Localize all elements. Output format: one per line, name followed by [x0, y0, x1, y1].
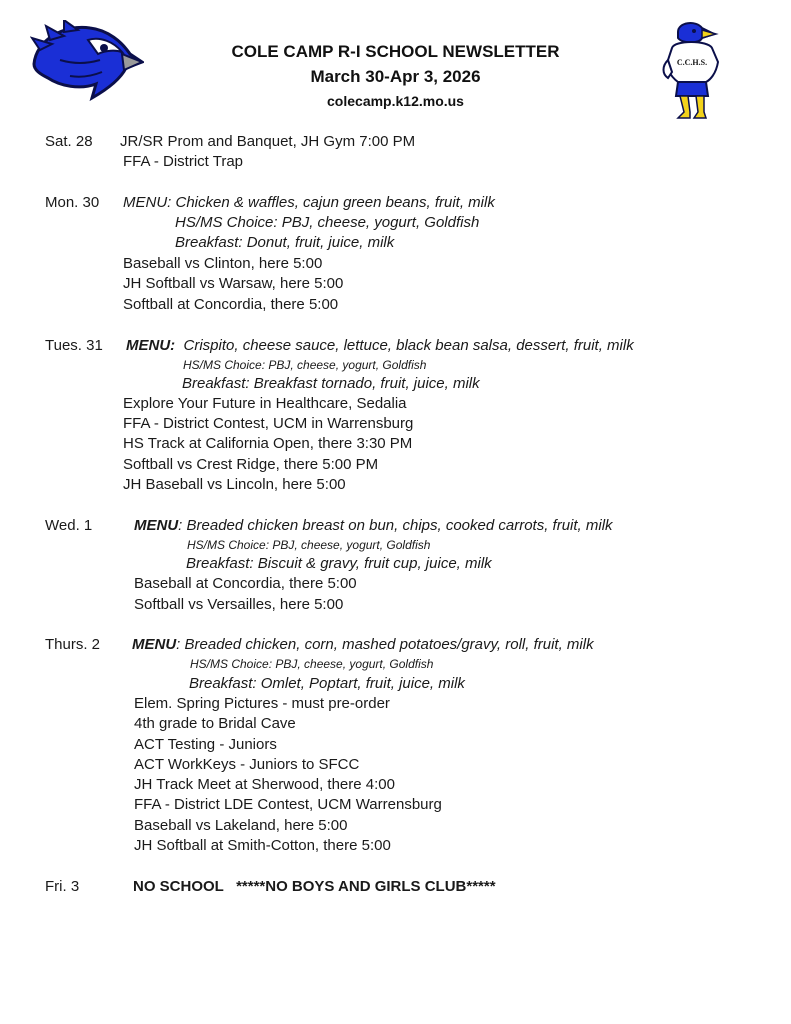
- breakfast-menu: Breakfast: Omlet, Poptart, fruit, juice, milk: [189, 675, 465, 692]
- menu-text: : Breaded chicken breast on bun, chips, cooked carrots, fruit, milk: [178, 517, 613, 534]
- breakfast-menu: Breakfast: Breakfast tornado, fruit, juice, milk: [182, 375, 480, 392]
- hsms-choice: HS/MS Choice: PBJ, cheese, yogurt, Goldfish: [175, 214, 480, 231]
- event-line: Elem. Spring Pictures - must pre-order: [134, 695, 390, 712]
- event-line: JH Softball vs Warsaw, here 5:00: [123, 275, 344, 292]
- menu-label: MENU:: [126, 337, 176, 354]
- menu-label: MENU: [134, 517, 179, 534]
- day-label-thu: Thurs. 2: [45, 636, 101, 653]
- menu-label: MENU: [132, 636, 177, 653]
- event-line: HS Track at California Open, there 3:30 PM: [123, 435, 413, 452]
- event-line: Softball at Concordia, there 5:00: [123, 296, 339, 313]
- event-line: JR/SR Prom and Banquet, JH Gym 7:00 PM: [120, 133, 416, 150]
- newsletter-title: COLE CAMP R-I SCHOOL NEWSLETTER: [231, 42, 560, 61]
- event-line: JH Track Meet at Sherwood, there 4:00: [134, 776, 395, 793]
- breakfast-menu: Breakfast: Donut, fruit, juice, milk: [175, 234, 395, 251]
- event-line: FFA - District Trap: [123, 153, 244, 170]
- event-line: 4th grade to Bridal Cave: [134, 715, 296, 732]
- event-line: FFA - District Contest, UCM in Warrensburg: [123, 415, 414, 432]
- event-line: FFA - District LDE Contest, UCM Warrensburg: [134, 796, 442, 813]
- lunch-menu: [132, 636, 594, 654]
- event-line: Baseball vs Lakeland, here 5:00: [134, 817, 348, 834]
- mascot-badge-text: C.C.H.S.: [676, 58, 708, 67]
- hsms-choice: HS/MS Choice: PBJ, cheese, yogurt, Goldfish: [187, 538, 431, 552]
- event-line: Softball vs Versailles, here 5:00: [134, 596, 344, 613]
- day-label-mon: Mon. 30: [45, 194, 100, 211]
- event-line: ACT Testing - Juniors: [134, 736, 277, 753]
- newsletter-dates: March 30-Apr 3, 2026: [310, 67, 481, 86]
- event-line: Baseball at Concordia, there 5:00: [134, 575, 357, 592]
- event-line: JH Softball at Smith-Cotton, there 5:00: [134, 837, 391, 854]
- hsms-choice: HS/MS Choice: PBJ, cheese, yogurt, Goldfish: [183, 358, 427, 372]
- no-school-notice: NO SCHOOL *****NO BOYS AND GIRLS CLUB*****: [133, 878, 496, 895]
- day-label-tue: Tues. 31: [45, 337, 103, 354]
- event-line: Explore Your Future in Healthcare, Sedalia: [123, 395, 407, 412]
- lunch-menu: MENU: Chicken & waffles, cajun green beans, fruit, milk: [123, 194, 495, 211]
- hsms-choice: HS/MS Choice: PBJ, cheese, yogurt, Goldfish: [190, 657, 434, 671]
- breakfast-menu: Breakfast: Biscuit & gravy, fruit cup, juice, milk: [186, 555, 492, 572]
- bluejay-logo: [30, 20, 144, 104]
- menu-text: : Breaded chicken, corn, mashed potatoes/gravy, roll, fruit, milk: [176, 636, 594, 653]
- event-line: ACT WorkKeys - Juniors to SFCC: [134, 756, 360, 773]
- lunch-menu: [134, 517, 613, 535]
- lunch-menu: [126, 337, 634, 355]
- day-label-wed: Wed. 1: [45, 517, 93, 534]
- event-line: JH Baseball vs Lincoln, here 5:00: [123, 476, 346, 493]
- menu-text: Crispito, cheese sauce, lettuce, black bean salsa, dessert, fruit, milk: [183, 337, 634, 354]
- school-website: colecamp.k12.mo.us: [327, 93, 464, 109]
- event-line: Baseball vs Clinton, here 5:00: [123, 255, 323, 272]
- event-line: Softball vs Crest Ridge, there 5:00 PM: [123, 456, 379, 473]
- day-label-fri: Fri. 3: [45, 878, 80, 895]
- day-label-sat: Sat. 28: [45, 133, 93, 150]
